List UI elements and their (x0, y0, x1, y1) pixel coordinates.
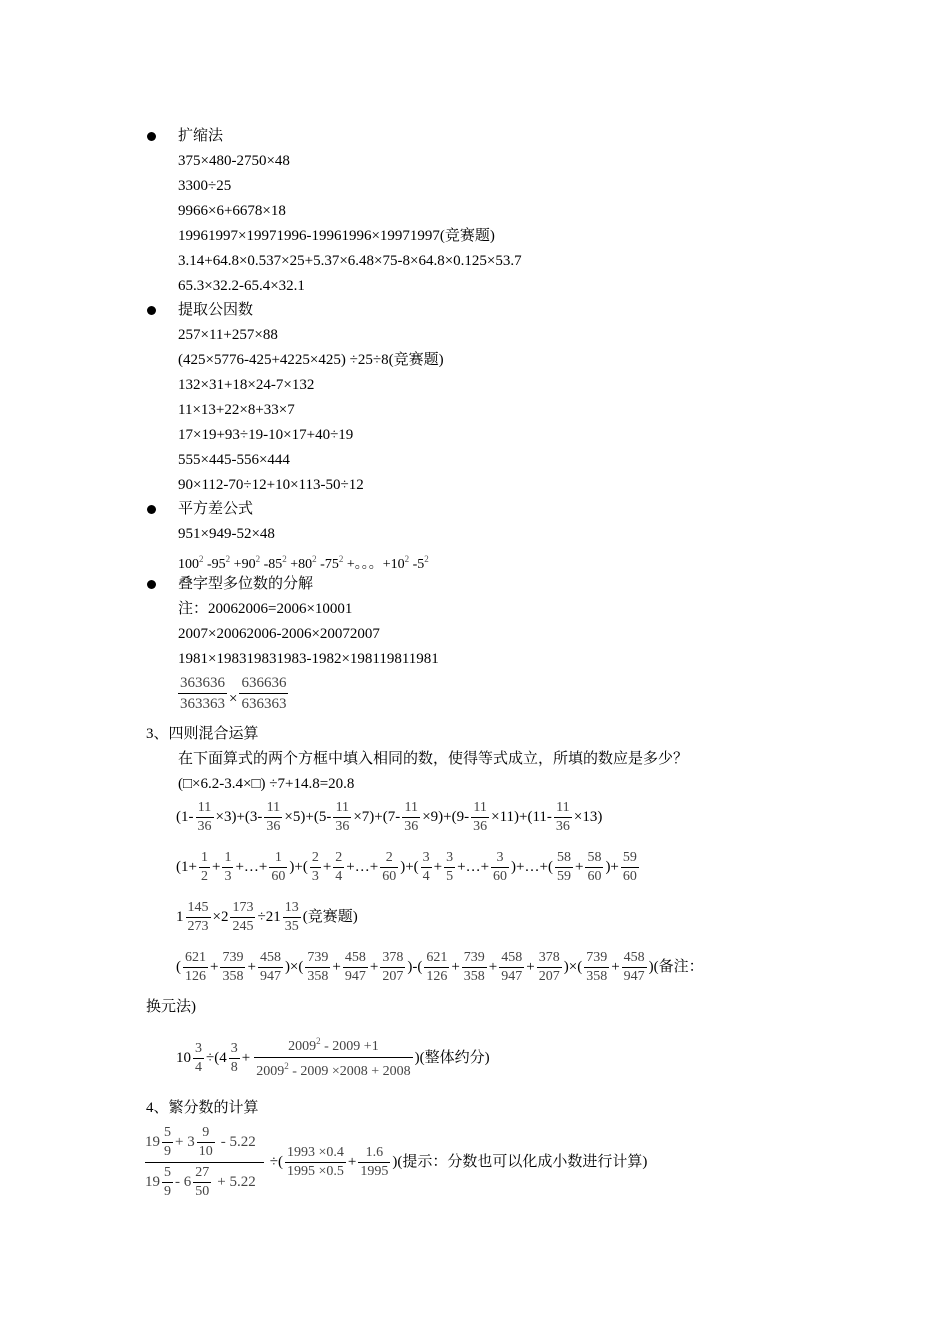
bullet-icon (147, 505, 156, 514)
math-text: 1 (176, 909, 184, 925)
fraction-numerator: 145 (187, 900, 209, 915)
math-text: ÷21 (257, 909, 281, 925)
exponent: 2 (316, 1036, 321, 1046)
fraction (178, 676, 227, 712)
fraction (462, 951, 487, 984)
fraction-numerator: 13 (284, 900, 299, 915)
fraction-numerator: 19 $\frac{5}{9}$ + 3 $\frac{9}{10}$ - 5.22 (145, 1125, 256, 1159)
fraction-product (176, 676, 290, 712)
fraction-denominator: 4 (195, 1059, 202, 1075)
fraction (162, 1126, 173, 1159)
fraction-numerator: 1 (224, 850, 232, 865)
fraction (402, 801, 420, 834)
fraction-denominator: 273 (187, 919, 209, 934)
problem-line: 90×112-70÷12+10×113-50÷12 (178, 477, 364, 493)
math-text: ÷(4 (206, 1049, 227, 1066)
fraction-numerator: 739 (307, 950, 329, 965)
exponent: 2 (199, 554, 204, 564)
fraction-numerator: 58 (556, 850, 571, 865)
fraction (444, 851, 455, 884)
math-text: + (332, 959, 341, 975)
fraction-denominator: 4 (422, 869, 430, 884)
problem-line: 375×480-2750×48 (178, 153, 290, 169)
fraction-denominator: 947 (501, 969, 523, 984)
fraction (162, 1166, 173, 1199)
fraction-denominator: 3 (224, 869, 232, 884)
exponent: 2 (282, 554, 287, 564)
fraction-denominator: 363363 (178, 693, 227, 712)
math-text: )+…+( (511, 859, 553, 875)
math-text: )(整体约分) (414, 1049, 490, 1066)
fraction-denominator: 207 (382, 969, 404, 984)
fraction (310, 851, 321, 884)
fraction (333, 801, 351, 834)
fraction-numerator: 739 (463, 950, 485, 965)
math-text: (竞赛题) (302, 909, 358, 925)
math-text: ( (176, 959, 181, 975)
math-text: + (451, 959, 460, 975)
math-text: ×11)+(11- (491, 809, 552, 825)
section-title-diezi: 叠字型多位数的分解 (178, 576, 314, 592)
section-title-kuosuo: 扩缩法 (178, 128, 224, 144)
problem-line: 65.3×32.2-65.4×32.1 (178, 278, 305, 294)
fraction-numerator: 11 (404, 800, 418, 815)
math-text: )+( (400, 859, 419, 875)
fraction-denominator: 126 (185, 969, 206, 984)
fraction (258, 951, 283, 984)
fraction-numerator: 378 (538, 950, 560, 965)
fraction (537, 951, 562, 984)
fraction-denominator: 35 (284, 919, 299, 934)
fraction (471, 801, 489, 834)
fraction-denominator: 50 (195, 1184, 210, 1199)
fraction-numerator: 11 (556, 800, 570, 815)
problem-intro: 在下面算式的两个方框中填入相同的数，使得等式成立，所填的数应是多少？ (178, 751, 689, 767)
problem-line: 9966×6+6678×18 (178, 203, 286, 219)
fraction (555, 851, 573, 884)
fraction (380, 951, 405, 984)
fraction (196, 801, 214, 834)
math-text: )×( (284, 959, 304, 975)
problem-line: 555×445-556×444 (178, 452, 290, 468)
fraction-denominator: 8 (230, 1059, 238, 1075)
exponent: 2 (225, 554, 231, 564)
complex-fraction (145, 1126, 264, 1199)
problem-line: 951×949-52×48 (178, 526, 275, 542)
fraction (220, 951, 245, 984)
problem-line: 132×31+18×24-7×132 (178, 377, 315, 393)
fraction-numerator: 1 (200, 850, 208, 865)
note-line: 注：20062006=2006×10001 (178, 601, 353, 617)
math-text: ×5)+(5- (284, 809, 332, 825)
problem-line: (□×6.2-3.4×□) ÷7+14.8=20.8 (178, 776, 355, 792)
fraction (424, 951, 449, 984)
fraction-numerator: 3 (422, 850, 430, 865)
problem-line: (425×5776-425+4225×425) ÷25÷8(竞赛题) (178, 352, 444, 368)
fraction-numerator: 2 (385, 850, 393, 865)
fraction (380, 851, 398, 884)
fraction-denominator: 3 (311, 869, 319, 884)
fraction (229, 1042, 240, 1075)
fraction-denominator: 126 (426, 969, 448, 984)
fraction-numerator: 2 (311, 850, 319, 865)
fraction-numerator: 27 (195, 1165, 210, 1180)
fraction-denominator: 60 (587, 869, 602, 884)
math-text: )(提示：分数也可以化成小数进行计算) (392, 1154, 648, 1170)
bullet-icon (147, 580, 156, 589)
math-text: -85 (260, 557, 283, 572)
math-text: )×( (563, 959, 583, 975)
fraction-numerator: 2009$^2$ - 2009 +1 (288, 1036, 379, 1054)
fraction-denominator: 947 (623, 969, 645, 984)
fraction-denominator: 60 (382, 869, 397, 884)
problem-line: 257×11+257×88 (178, 327, 278, 343)
math-text: (1+ (176, 859, 197, 875)
section-title-pingfang: 平方差公式 (178, 501, 254, 517)
fraction (585, 851, 603, 884)
fraction (554, 801, 572, 834)
fraction (186, 901, 211, 934)
math-text: + (574, 859, 584, 875)
fraction-denominator: 2 (200, 869, 208, 884)
exponent: 2 (424, 554, 429, 564)
fraction (621, 851, 639, 884)
squares-expression (178, 550, 429, 574)
fraction (584, 951, 609, 984)
fraction-numerator: 11 (473, 800, 487, 815)
bullet-icon (147, 132, 156, 141)
fraction-numerator: 2 (335, 850, 343, 865)
exponent: 2 (404, 554, 410, 564)
fraction-denominator: 947 (344, 969, 366, 984)
math-text: + (211, 859, 221, 875)
fraction (499, 951, 524, 984)
fraction-denominator: 1995 ×0.5 (286, 1164, 344, 1179)
math-text: + (247, 959, 256, 975)
fraction-numerator: 3 (496, 850, 504, 865)
math-text: 10 (176, 1049, 191, 1066)
fraction (230, 901, 255, 934)
expression-row-e (176, 1037, 490, 1079)
math-text: )+ (605, 859, 619, 875)
math-text: 100 (178, 557, 199, 572)
problem-line: 1981×198319831983-1982×198119811981 (178, 651, 439, 667)
fraction (183, 951, 208, 984)
fraction-denominator: 1995 (360, 1164, 389, 1179)
fraction-denominator: 2009$^2$ - 2009 ×2008 + 2008 (254, 1057, 412, 1079)
fraction (239, 676, 288, 712)
fraction-numerator: 5 (164, 1165, 171, 1180)
exponent: 2 (338, 554, 344, 564)
fraction-denominator: 10 (198, 1144, 213, 1159)
fraction-numerator: 1993 ×0.4 (286, 1145, 344, 1160)
problem-line: 19961997×19971996-19961996×19971997(竞赛题) (178, 228, 495, 244)
fraction-numerator: 458 (344, 950, 366, 965)
fraction (254, 1037, 412, 1079)
problem-line: 2007×20062006-2006×20072007 (178, 626, 380, 642)
fraction-denominator: 358 (586, 969, 608, 984)
fraction-denominator: 947 (259, 969, 281, 984)
math-text: + (241, 1049, 251, 1066)
section-title-gongyin: 提取公因数 (178, 302, 254, 318)
fraction-denominator: 60 (493, 869, 508, 884)
fraction (622, 951, 647, 984)
exponent: 2 (255, 554, 261, 564)
bullet-icon (147, 306, 156, 315)
fraction-numerator: 5 (164, 1125, 171, 1140)
fraction-numerator: 458 (259, 950, 281, 965)
fraction-denominator: 4 (335, 869, 343, 884)
math-text: + (433, 859, 443, 875)
fraction (222, 851, 233, 884)
problem-line: 11×13+22×8+33×7 (178, 402, 295, 418)
fraction-denominator: 636363 (239, 693, 288, 712)
fraction-numerator: 3 (195, 1040, 202, 1056)
fraction-denominator: 358 (307, 969, 329, 984)
fraction-denominator: 358 (463, 969, 485, 984)
math-text: + (526, 959, 535, 975)
continuation-line: 换元法) (146, 999, 196, 1015)
fraction-numerator: 739 (586, 950, 608, 965)
math-text: +80 (286, 557, 313, 572)
fraction (305, 951, 330, 984)
math-text: ÷( (269, 1154, 283, 1170)
math-text: -5 (409, 557, 425, 572)
fraction-numerator: 1.6 (365, 1145, 384, 1160)
math-text: )-( (407, 959, 423, 975)
fraction-numerator: 636636 (241, 675, 287, 691)
fraction-numerator: 378 (382, 950, 404, 965)
fraction-numerator: 173 (232, 900, 254, 915)
math-text: + (488, 959, 498, 975)
math-text: +…+ (235, 859, 268, 875)
math-text: +90 (230, 557, 256, 572)
math-text: )(备注： (648, 959, 704, 975)
complex-fraction-expression (145, 1126, 647, 1199)
fraction-denominator: 358 (222, 969, 244, 984)
math-text: + (322, 859, 332, 875)
fraction-numerator: 11 (197, 800, 212, 815)
math-text: ×13) (573, 809, 603, 825)
fraction-denominator: 59 (556, 869, 571, 884)
fraction (285, 1146, 346, 1179)
fraction-denominator: 60 (271, 869, 286, 884)
math-text: -95 (203, 557, 226, 572)
fraction-numerator: 11 (335, 800, 350, 815)
math-text: ×2 (212, 909, 229, 925)
fraction-numerator: 739 (222, 950, 244, 965)
fraction (269, 851, 287, 884)
fraction-denominator: 245 (232, 919, 254, 934)
fraction-numerator: 3 (446, 850, 454, 865)
expression-row-b (176, 851, 641, 884)
fraction-denominator: 36 (266, 819, 281, 834)
math-text: +…+ (457, 859, 490, 875)
fraction-denominator: 36 (555, 819, 570, 834)
fraction-denominator: 5 (446, 869, 454, 884)
section-heading-4: 4、繁分数的计算 (146, 1100, 259, 1116)
fraction-denominator: 9 (164, 1184, 171, 1199)
fraction (264, 801, 282, 834)
fraction-denominator: 207 (538, 969, 560, 984)
fraction-denominator: 36 (404, 819, 419, 834)
exponent: 2 (312, 554, 317, 564)
fraction-denominator: 19 $\frac{5}{9}$ - 6 $\frac{27}{50}$ + 5.22 (145, 1162, 264, 1199)
fraction (358, 1146, 390, 1179)
fraction-denominator: 36 (197, 819, 212, 834)
fraction-numerator: 363636 (180, 675, 225, 691)
fraction (491, 851, 509, 884)
fraction-numerator: 59 (622, 850, 637, 865)
section-heading-3: 3、四则混合运算 (146, 726, 259, 742)
expression-row-a (176, 801, 602, 834)
math-text: +…+ (346, 859, 379, 875)
expression-row-c (176, 901, 358, 934)
math-text: )+( (289, 859, 308, 875)
fraction (283, 901, 301, 934)
fraction-denominator: 36 (335, 819, 350, 834)
math-text: + (611, 959, 620, 975)
fraction-numerator: 621 (185, 950, 206, 965)
fraction (421, 851, 432, 884)
fraction-denominator: 36 (473, 819, 488, 834)
fraction (193, 1042, 204, 1075)
fraction-numerator: 458 (501, 950, 523, 965)
expression-row-d (176, 951, 704, 984)
math-text: ×9)+(9- (422, 809, 470, 825)
fraction-numerator: 11 (266, 800, 281, 815)
fraction-denominator: 60 (622, 869, 637, 884)
math-text: (1- (176, 809, 194, 825)
math-text: ×3)+(3- (215, 809, 263, 825)
math-text: + (210, 959, 219, 975)
fraction (197, 1126, 215, 1159)
fraction-numerator: 621 (426, 950, 448, 965)
fraction-numerator: 458 (623, 950, 645, 965)
fraction-numerator: 1 (274, 850, 282, 865)
math-text: × (229, 690, 238, 707)
math-text: + (369, 959, 379, 975)
problem-line: 17×19+93÷19-10×17+40÷19 (178, 427, 354, 443)
fraction-numerator: 58 (587, 850, 602, 865)
fraction-numerator: 9 (202, 1125, 210, 1140)
problem-line: 3.14+64.8×0.537×25+5.37×6.48×75-8×64.8×0.125×53.7 (178, 253, 522, 269)
fraction-denominator: 9 (164, 1144, 171, 1159)
fraction (199, 851, 210, 884)
fraction (333, 851, 344, 884)
fraction (193, 1166, 211, 1199)
math-text: +。。。+10 (343, 557, 405, 572)
problem-line: 3300÷25 (178, 178, 232, 194)
math-text: ×7)+(7- (353, 809, 401, 825)
exponent: 2 (284, 1061, 289, 1071)
math-text: + (347, 1154, 357, 1170)
math-text: -75 (316, 557, 339, 572)
fraction-numerator: 3 (230, 1040, 238, 1056)
fraction (343, 951, 368, 984)
